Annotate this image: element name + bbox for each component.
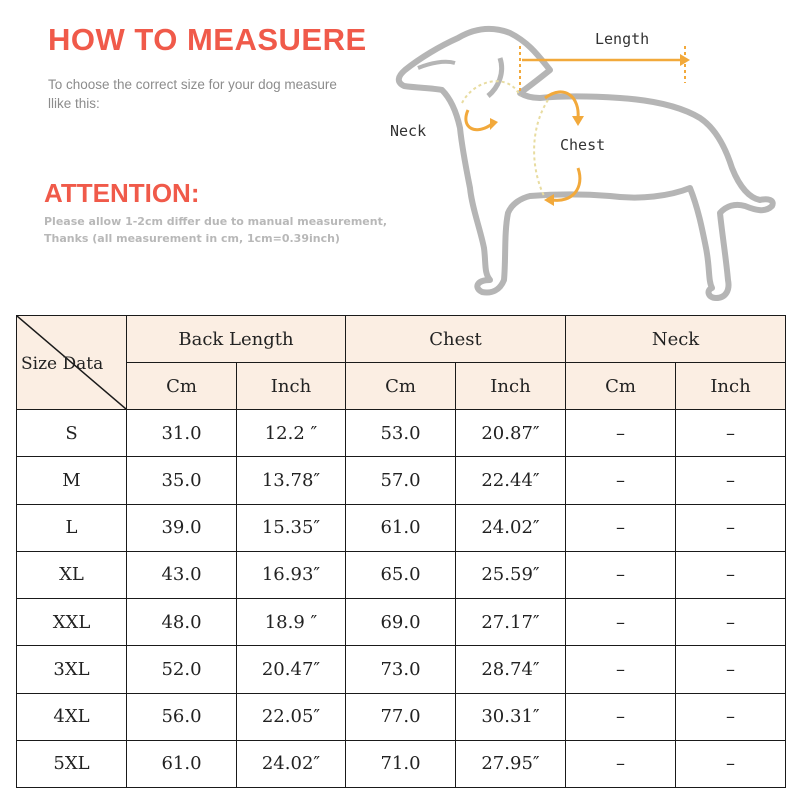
size-cell: L <box>17 504 127 551</box>
chest-cm-cell: 61.0 <box>346 504 456 551</box>
group-header-neck: Neck <box>566 316 786 363</box>
chest-cm-cell: 65.0 <box>346 551 456 598</box>
unit-header-back-cm: Cm <box>127 363 237 410</box>
chest-label: Chest <box>560 136 606 154</box>
unit-header-back-inch: Inch <box>237 363 346 410</box>
size-cell: XL <box>17 551 127 598</box>
back-cm-cell: 43.0 <box>127 551 237 598</box>
back-inch-cell: 12.2 ″ <box>237 410 346 457</box>
back-inch-cell: 16.93″ <box>237 551 346 598</box>
neck-inch-cell: – <box>676 551 786 598</box>
neck-inch-cell: – <box>676 740 786 787</box>
corner-label: Size Data <box>21 354 104 374</box>
unit-header-chest-inch: Inch <box>456 363 566 410</box>
chest-cm-cell: 69.0 <box>346 599 456 646</box>
neck-inch-cell: – <box>676 504 786 551</box>
chest-inch-cell: 28.74″ <box>456 646 566 693</box>
chest-cm-cell: 73.0 <box>346 646 456 693</box>
back-inch-cell: 20.47″ <box>237 646 346 693</box>
chest-inch-cell: 30.31″ <box>456 693 566 740</box>
back-cm-cell: 35.0 <box>127 457 237 504</box>
neck-cm-cell: – <box>566 693 676 740</box>
size-chart-table <box>16 315 786 788</box>
neck-inch-cell: – <box>676 457 786 504</box>
neck-inch-cell: – <box>676 410 786 457</box>
attention-heading: ATTENTION: <box>44 178 200 208</box>
back-cm-cell: 52.0 <box>127 646 237 693</box>
chest-inch-cell: 24.02″ <box>456 504 566 551</box>
back-inch-cell: 13.78″ <box>237 457 346 504</box>
back-inch-cell: 22.05″ <box>237 693 346 740</box>
group-header-back-length: Back Length <box>127 316 346 363</box>
chest-cm-cell: 57.0 <box>346 457 456 504</box>
length-label: Length <box>595 30 650 48</box>
size-cell: S <box>17 410 127 457</box>
size-cell: 3XL <box>17 646 127 693</box>
table-row <box>17 504 786 551</box>
back-cm-cell: 48.0 <box>127 599 237 646</box>
instruction-text: To choose the correct size for your dog measure llike this: <box>48 77 337 111</box>
chest-inch-cell: 27.17″ <box>456 599 566 646</box>
table-row <box>17 740 786 787</box>
back-inch-cell: 18.9 ″ <box>237 599 346 646</box>
size-cell: XXL <box>17 599 127 646</box>
dog-measurement-diagram <box>380 18 790 313</box>
group-header-chest: Chest <box>346 316 566 363</box>
neck-cm-cell: – <box>566 599 676 646</box>
neck-cm-cell: – <box>566 410 676 457</box>
unit-header-neck-cm: Cm <box>566 363 676 410</box>
table-row <box>17 457 786 504</box>
neck-cm-cell: – <box>566 646 676 693</box>
neck-cm-cell: – <box>566 551 676 598</box>
measurement-note: Please allow 1-2cm differ due to manual measurement, Thanks (all measurement in cm, 1cm=0.39inch) <box>44 215 388 245</box>
neck-inch-cell: – <box>676 599 786 646</box>
chest-cm-cell: 53.0 <box>346 410 456 457</box>
neck-cm-cell: – <box>566 457 676 504</box>
chest-inch-cell: 20.87″ <box>456 410 566 457</box>
back-inch-cell: 15.35″ <box>237 504 346 551</box>
back-cm-cell: 39.0 <box>127 504 237 551</box>
back-inch-cell: 24.02″ <box>237 740 346 787</box>
neck-cm-cell: – <box>566 740 676 787</box>
chest-inch-cell: 25.59″ <box>456 551 566 598</box>
chest-cm-cell: 71.0 <box>346 740 456 787</box>
back-cm-cell: 56.0 <box>127 693 237 740</box>
chest-inch-cell: 27.95″ <box>456 740 566 787</box>
size-cell: M <box>17 457 127 504</box>
chest-inch-cell: 22.44″ <box>456 457 566 504</box>
unit-header-chest-cm: Cm <box>346 363 456 410</box>
neck-inch-cell: – <box>676 693 786 740</box>
page-title: HOW TO MEASUERE <box>48 22 367 57</box>
table-row <box>17 410 786 457</box>
size-cell: 5XL <box>17 740 127 787</box>
chest-cm-cell: 77.0 <box>346 693 456 740</box>
table-row <box>17 646 786 693</box>
unit-header-neck-inch: Inch <box>676 363 786 410</box>
neck-inch-cell: – <box>676 646 786 693</box>
neck-label: Neck <box>390 122 427 140</box>
back-cm-cell: 61.0 <box>127 740 237 787</box>
size-cell: 4XL <box>17 693 127 740</box>
table-row <box>17 599 786 646</box>
table-row <box>17 551 786 598</box>
back-cm-cell: 31.0 <box>127 410 237 457</box>
size-data-corner-cell <box>17 316 127 410</box>
dog-outline-icon <box>399 29 773 298</box>
table-row <box>17 693 786 740</box>
neck-cm-cell: – <box>566 504 676 551</box>
